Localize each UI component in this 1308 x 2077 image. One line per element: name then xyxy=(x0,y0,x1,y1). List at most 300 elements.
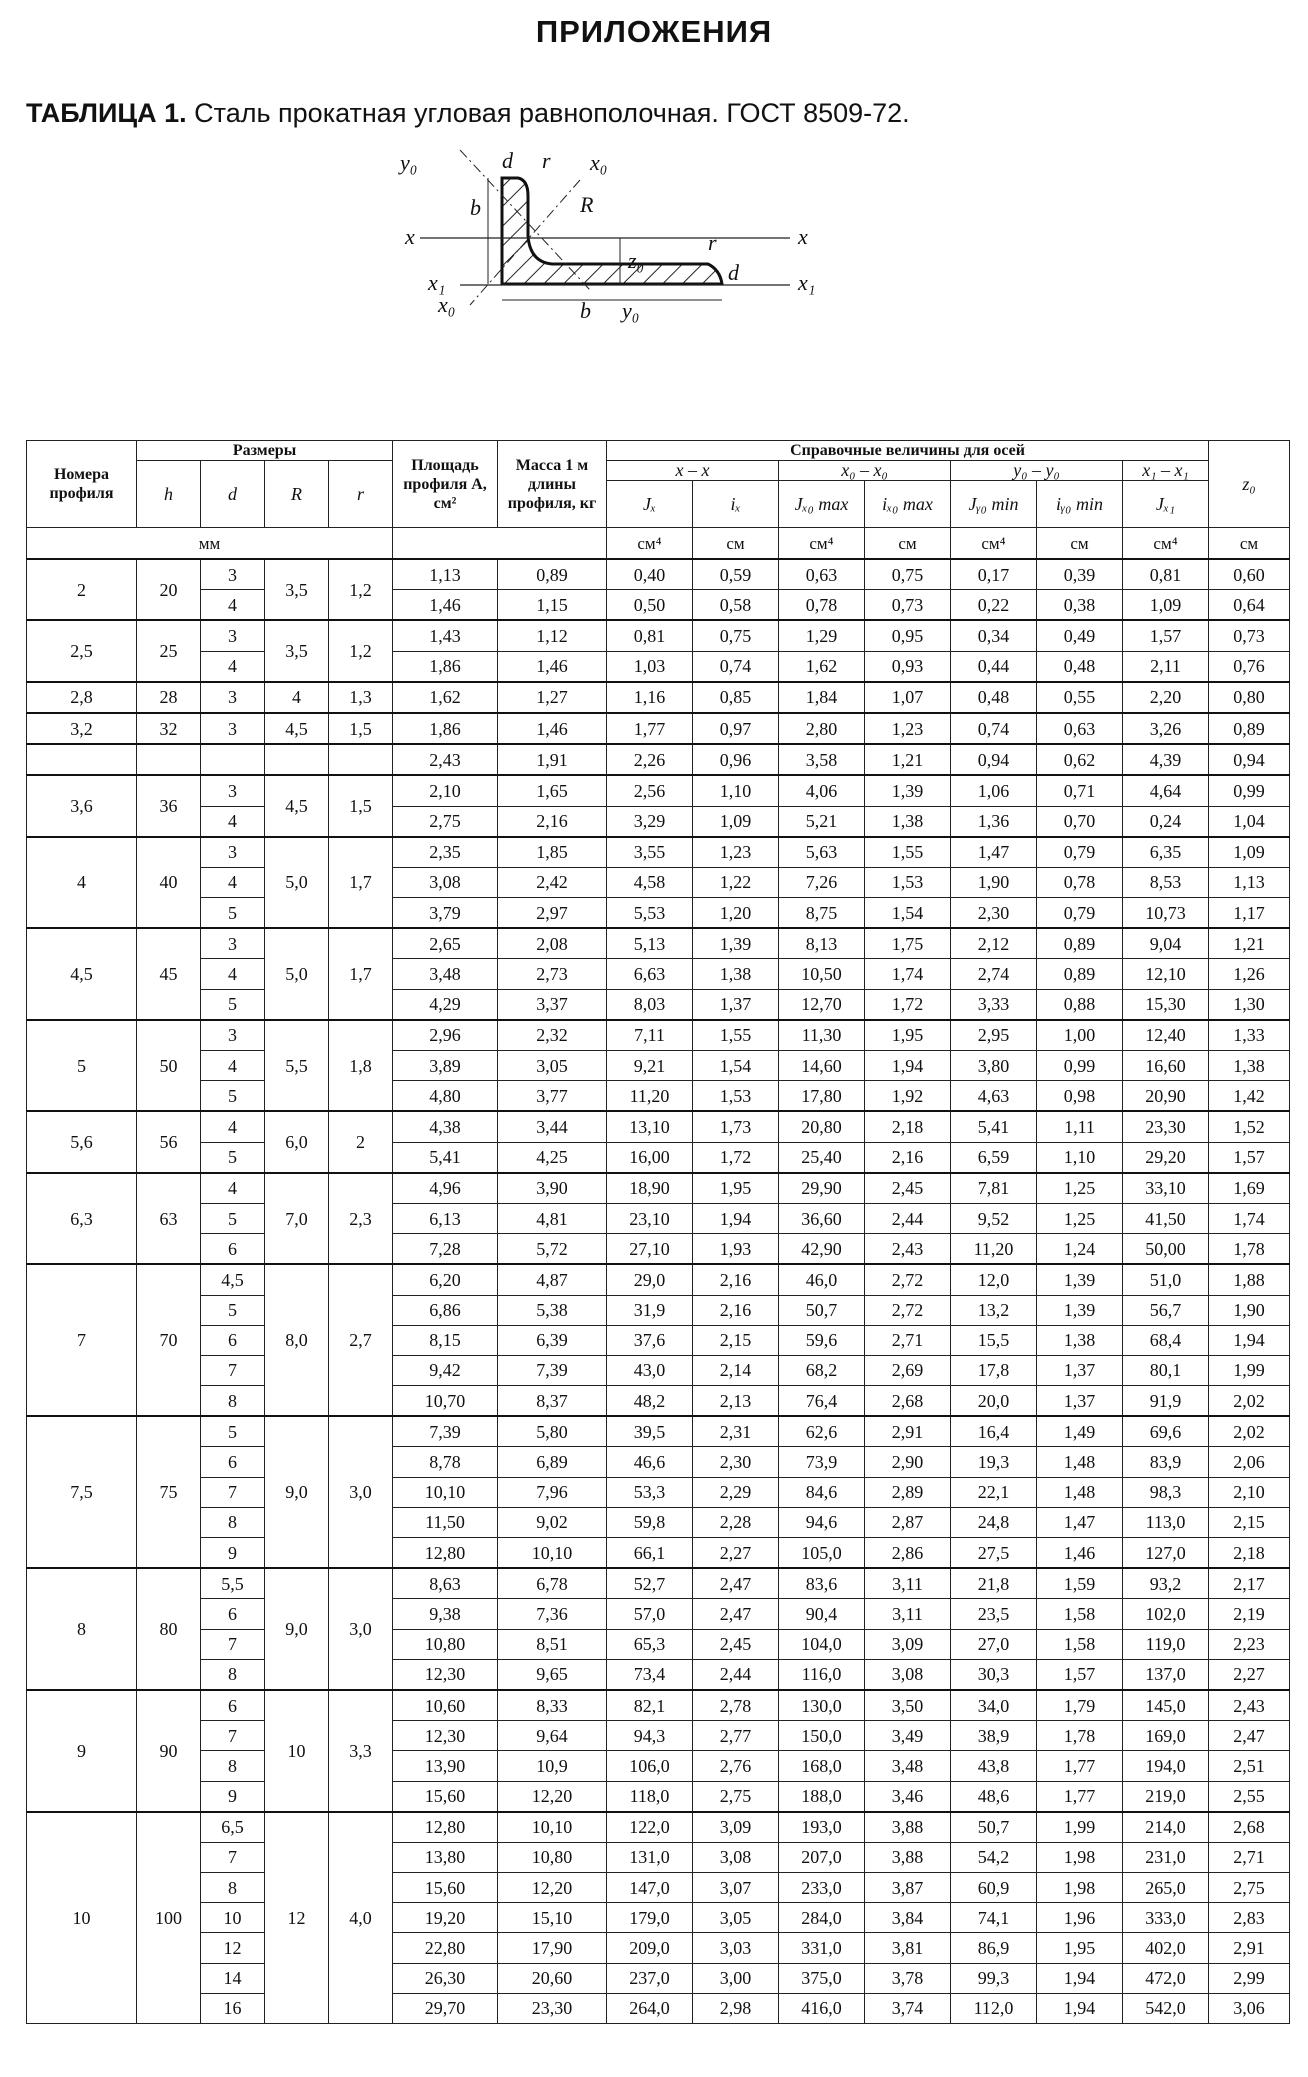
cell-ix0: 1,95 xyxy=(865,1020,951,1051)
table-row xyxy=(27,1963,1290,1993)
cell-h: 20 xyxy=(137,559,201,620)
cell-mass: 1,12 xyxy=(498,620,607,651)
cell-z0: 1,38 xyxy=(1209,1051,1290,1081)
cell-Jx: 1,03 xyxy=(607,651,693,682)
col-area: Площадь профиля A, см² xyxy=(393,441,498,528)
cell-ix: 2,31 xyxy=(693,1416,779,1447)
cell-Jx: 18,90 xyxy=(607,1173,693,1204)
cell-ix: 2,44 xyxy=(693,1659,779,1690)
cell-area: 11,50 xyxy=(393,1507,498,1537)
cell-z0: 2,83 xyxy=(1209,1903,1290,1933)
cell-z0: 1,94 xyxy=(1209,1325,1290,1355)
cell-iy0: 0,48 xyxy=(1037,651,1123,682)
cell-Jy0: 2,95 xyxy=(951,1020,1037,1051)
cell-iy0: 1,98 xyxy=(1037,1873,1123,1903)
cell-d: 6 xyxy=(201,1234,265,1265)
cell-mass: 17,90 xyxy=(498,1933,607,1963)
cell-z0: 2,91 xyxy=(1209,1933,1290,1963)
cell-mass: 2,42 xyxy=(498,867,607,897)
cell-d: 10 xyxy=(201,1903,265,1933)
cell-iy0: 1,58 xyxy=(1037,1599,1123,1629)
cell-R: 5,0 xyxy=(265,837,329,929)
cell-Jx0: 68,2 xyxy=(779,1355,865,1385)
cell-mass: 3,90 xyxy=(498,1173,607,1204)
cell-r: 3,0 xyxy=(329,1416,393,1568)
cell-mass: 7,96 xyxy=(498,1477,607,1507)
cell-Jx1: 91,9 xyxy=(1123,1386,1209,1417)
cell-Jy0: 74,1 xyxy=(951,1903,1037,1933)
cell-Jx0: 94,6 xyxy=(779,1507,865,1537)
table-row xyxy=(27,1721,1290,1751)
cell-Jx0: 104,0 xyxy=(779,1629,865,1659)
cell-r: 2,7 xyxy=(329,1264,393,1416)
cell-ix: 1,38 xyxy=(693,959,779,989)
cell-d: 3 xyxy=(201,837,265,868)
cell-d: 4 xyxy=(201,867,265,897)
cell-z0: 1,90 xyxy=(1209,1295,1290,1325)
cell-Jy0: 22,1 xyxy=(951,1477,1037,1507)
cell-ix0: 2,90 xyxy=(865,1447,951,1477)
steel-angle-table xyxy=(26,440,1290,2024)
cell-Jy0: 1,36 xyxy=(951,806,1037,837)
cell-area: 9,38 xyxy=(393,1599,498,1629)
cell-ix0: 0,95 xyxy=(865,620,951,651)
cell-d xyxy=(201,744,265,775)
cell-z0: 2,15 xyxy=(1209,1507,1290,1537)
cell-ix0: 1,72 xyxy=(865,989,951,1020)
cell-Jx0: 10,50 xyxy=(779,959,865,989)
label-z0: z₀ xyxy=(628,248,645,273)
table-row xyxy=(27,620,1290,651)
cell-z0: 1,78 xyxy=(1209,1234,1290,1265)
cell-ix: 1,22 xyxy=(693,867,779,897)
cell-Jx0: 5,21 xyxy=(779,806,865,837)
cell-Jy0: 34,0 xyxy=(951,1690,1037,1721)
table-row xyxy=(27,867,1290,897)
cell-area: 2,10 xyxy=(393,775,498,806)
col-d: d xyxy=(201,461,265,528)
cell-Jy0: 99,3 xyxy=(951,1963,1037,1993)
cell-ix: 0,85 xyxy=(693,682,779,713)
cell-ix: 1,20 xyxy=(693,898,779,929)
cell-Jx0: 50,7 xyxy=(779,1295,865,1325)
cell-iy0: 0,89 xyxy=(1037,959,1123,989)
cell-iy0: 0,63 xyxy=(1037,713,1123,744)
cell-ix: 0,74 xyxy=(693,651,779,682)
cell-iy0: 1,58 xyxy=(1037,1629,1123,1659)
cell-Jy0: 3,80 xyxy=(951,1051,1037,1081)
cell-Jx: 46,6 xyxy=(607,1447,693,1477)
cell-Jy0: 27,0 xyxy=(951,1629,1037,1659)
cell-iy0: 1,39 xyxy=(1037,1295,1123,1325)
cell-R: 5,0 xyxy=(265,928,329,1020)
cell-area: 8,15 xyxy=(393,1325,498,1355)
cell-iy0: 1,49 xyxy=(1037,1416,1123,1447)
cell-h: 25 xyxy=(137,620,201,681)
cell-d: 3 xyxy=(201,559,265,590)
unit-Jx1: см⁴ xyxy=(1123,528,1209,560)
cell-R: 4,5 xyxy=(265,713,329,744)
cell-z0: 2,43 xyxy=(1209,1690,1290,1721)
table-row xyxy=(27,1051,1290,1081)
cell-Jx: 27,10 xyxy=(607,1234,693,1265)
cell-ix0: 1,94 xyxy=(865,1051,951,1081)
cell-d: 7 xyxy=(201,1721,265,1751)
cell-mass: 9,65 xyxy=(498,1659,607,1690)
cell-ix0: 2,44 xyxy=(865,1203,951,1233)
cell-Jx0: 36,60 xyxy=(779,1203,865,1233)
cell-Jx: 65,3 xyxy=(607,1629,693,1659)
table-row xyxy=(27,1538,1290,1569)
cell-Jx: 179,0 xyxy=(607,1903,693,1933)
cell-ix0: 3,84 xyxy=(865,1903,951,1933)
cell-area: 26,30 xyxy=(393,1963,498,1993)
cell-area: 8,63 xyxy=(393,1568,498,1599)
cell-iy0: 1,79 xyxy=(1037,1690,1123,1721)
cell-Jy0: 7,81 xyxy=(951,1173,1037,1204)
cell-iy0: 1,77 xyxy=(1037,1781,1123,1812)
cell-Jy0: 0,34 xyxy=(951,620,1037,651)
cell-Jy0: 0,17 xyxy=(951,559,1037,590)
cell-h xyxy=(137,744,201,775)
cell-Jy0: 2,74 xyxy=(951,959,1037,989)
cell-iy0: 1,38 xyxy=(1037,1325,1123,1355)
cell-area: 1,86 xyxy=(393,713,498,744)
cell-Jx: 209,0 xyxy=(607,1933,693,1963)
cell-z0: 2,02 xyxy=(1209,1386,1290,1417)
cell-ix0: 1,39 xyxy=(865,775,951,806)
cell-Jx0: 25,40 xyxy=(779,1142,865,1173)
cell-area: 10,60 xyxy=(393,1690,498,1721)
cell-r: 2,3 xyxy=(329,1173,393,1265)
table-row xyxy=(27,898,1290,929)
cell-ix0: 2,87 xyxy=(865,1507,951,1537)
label-y0-top: y₀ xyxy=(400,150,418,175)
cell-ix0: 3,48 xyxy=(865,1751,951,1781)
cell-iy0: 0,78 xyxy=(1037,867,1123,897)
cell-Jx: 0,50 xyxy=(607,590,693,621)
cell-d: 6 xyxy=(201,1599,265,1629)
cell-Jx1: 93,2 xyxy=(1123,1568,1209,1599)
cell-d: 9 xyxy=(201,1781,265,1812)
cell-Jx: 5,13 xyxy=(607,928,693,959)
axis-y0: y₀ – y₀ xyxy=(951,461,1123,481)
cell-z0: 2,27 xyxy=(1209,1659,1290,1690)
cell-h: 90 xyxy=(137,1690,201,1812)
table-row xyxy=(27,989,1290,1020)
table-row xyxy=(27,1629,1290,1659)
cell-Jy0: 19,3 xyxy=(951,1447,1037,1477)
cell-iy0: 0,88 xyxy=(1037,989,1123,1020)
cell-iy0: 1,94 xyxy=(1037,1963,1123,1993)
cell-ix0: 3,49 xyxy=(865,1721,951,1751)
cell-Jx1: 113,0 xyxy=(1123,1507,1209,1537)
cell-profile-no: 10 xyxy=(27,1812,137,2024)
cell-mass: 3,44 xyxy=(498,1111,607,1142)
cell-Jx: 237,0 xyxy=(607,1963,693,1993)
cell-ix: 2,27 xyxy=(693,1538,779,1569)
cell-Jx0: 5,63 xyxy=(779,837,865,868)
cell-mass: 3,37 xyxy=(498,989,607,1020)
cell-ix: 0,96 xyxy=(693,744,779,775)
cell-Jx: 9,21 xyxy=(607,1051,693,1081)
cell-Jx1: 214,0 xyxy=(1123,1812,1209,1843)
cell-ix: 1,23 xyxy=(693,837,779,868)
cell-profile-no: 2,8 xyxy=(27,682,137,713)
cell-R: 3,5 xyxy=(265,559,329,620)
cell-iy0: 0,79 xyxy=(1037,898,1123,929)
cell-mass: 9,02 xyxy=(498,1507,607,1537)
cell-profile-no: 5,6 xyxy=(27,1111,137,1172)
cell-ix0: 0,75 xyxy=(865,559,951,590)
cell-Jy0: 50,7 xyxy=(951,1812,1037,1843)
cell-ix: 2,77 xyxy=(693,1721,779,1751)
cell-z0: 1,17 xyxy=(1209,898,1290,929)
cell-ix: 0,59 xyxy=(693,559,779,590)
cell-area: 3,08 xyxy=(393,867,498,897)
cell-iy0: 1,59 xyxy=(1037,1568,1123,1599)
cell-Jx1: 41,50 xyxy=(1123,1203,1209,1233)
cell-iy0: 1,77 xyxy=(1037,1751,1123,1781)
unit-z0: см xyxy=(1209,528,1290,560)
cell-Jy0: 60,9 xyxy=(951,1873,1037,1903)
cell-ix: 2,76 xyxy=(693,1751,779,1781)
cell-r: 1,7 xyxy=(329,928,393,1020)
cell-Jx: 23,10 xyxy=(607,1203,693,1233)
cell-ix0: 1,75 xyxy=(865,928,951,959)
cell-iy0: 1,48 xyxy=(1037,1477,1123,1507)
cell-r: 1,5 xyxy=(329,775,393,836)
cell-mass: 5,38 xyxy=(498,1295,607,1325)
table-row xyxy=(27,1142,1290,1173)
cell-area: 4,29 xyxy=(393,989,498,1020)
cell-area: 29,70 xyxy=(393,1993,498,2023)
cell-Jx1: 219,0 xyxy=(1123,1781,1209,1812)
table-row xyxy=(27,1751,1290,1781)
table-row xyxy=(27,559,1290,590)
cell-R: 12 xyxy=(265,1812,329,2024)
cell-profile-no: 7,5 xyxy=(27,1416,137,1568)
cell-mass: 3,05 xyxy=(498,1051,607,1081)
cell-z0: 0,60 xyxy=(1209,559,1290,590)
cell-d: 8 xyxy=(201,1386,265,1417)
cell-iy0: 1,00 xyxy=(1037,1020,1123,1051)
cell-mass: 5,80 xyxy=(498,1416,607,1447)
cell-ix: 3,00 xyxy=(693,1963,779,1993)
cell-Jx: 2,56 xyxy=(607,775,693,806)
cell-Jx0: 105,0 xyxy=(779,1538,865,1569)
unit-Jy0: см⁴ xyxy=(951,528,1037,560)
cell-d: 3 xyxy=(201,620,265,651)
cell-mass: 4,81 xyxy=(498,1203,607,1233)
col-r: r xyxy=(329,461,393,528)
cell-Jx0: 59,6 xyxy=(779,1325,865,1355)
cell-ix: 1,39 xyxy=(693,928,779,959)
cell-h: 45 xyxy=(137,928,201,1020)
cell-iy0: 0,55 xyxy=(1037,682,1123,713)
cell-d: 6 xyxy=(201,1447,265,1477)
cell-ix: 3,03 xyxy=(693,1933,779,1963)
cell-area: 6,20 xyxy=(393,1264,498,1295)
cell-Jx1: 9,04 xyxy=(1123,928,1209,959)
label-b-horizontal: b xyxy=(580,298,591,323)
cell-Jx: 37,6 xyxy=(607,1325,693,1355)
unit-ix0: см xyxy=(865,528,951,560)
cell-mass: 0,89 xyxy=(498,559,607,590)
cell-ix: 1,09 xyxy=(693,806,779,837)
cell-Jx: 147,0 xyxy=(607,1873,693,1903)
cell-Jy0: 43,8 xyxy=(951,1751,1037,1781)
cell-mass: 6,89 xyxy=(498,1447,607,1477)
cell-Jx1: 20,90 xyxy=(1123,1081,1209,1112)
cell-mass: 1,91 xyxy=(498,744,607,775)
unit-Jx0: см⁴ xyxy=(779,528,865,560)
label-r-bottom: r xyxy=(708,230,717,255)
cell-profile-no xyxy=(27,744,137,775)
table-row xyxy=(27,1416,1290,1447)
table-row xyxy=(27,1781,1290,1812)
cell-h: 50 xyxy=(137,1020,201,1112)
cell-Jx1: 145,0 xyxy=(1123,1690,1209,1721)
cell-d: 14 xyxy=(201,1963,265,1993)
cell-Jx0: 2,80 xyxy=(779,713,865,744)
cell-Jy0: 30,3 xyxy=(951,1659,1037,1690)
cell-Jx1: 33,10 xyxy=(1123,1173,1209,1204)
cell-z0: 2,19 xyxy=(1209,1599,1290,1629)
cell-iy0: 0,39 xyxy=(1037,559,1123,590)
cell-z0: 0,89 xyxy=(1209,713,1290,744)
cell-iy0: 1,57 xyxy=(1037,1659,1123,1690)
cell-profile-no: 2 xyxy=(27,559,137,620)
cell-area: 8,78 xyxy=(393,1447,498,1477)
table-row xyxy=(27,1173,1290,1204)
cell-mass: 5,72 xyxy=(498,1234,607,1265)
cell-z0: 2,18 xyxy=(1209,1538,1290,1569)
cell-mass: 10,9 xyxy=(498,1751,607,1781)
cell-Jx1: 51,0 xyxy=(1123,1264,1209,1295)
cell-area: 9,42 xyxy=(393,1355,498,1385)
cell-z0: 2,47 xyxy=(1209,1721,1290,1751)
cell-Jy0: 17,8 xyxy=(951,1355,1037,1385)
cell-profile-no: 2,5 xyxy=(27,620,137,681)
cell-ix: 2,16 xyxy=(693,1264,779,1295)
cell-mass: 2,97 xyxy=(498,898,607,929)
cell-h: 70 xyxy=(137,1264,201,1416)
cell-Jx1: 83,9 xyxy=(1123,1447,1209,1477)
cell-Jx0: 62,6 xyxy=(779,1416,865,1447)
cell-r: 1,3 xyxy=(329,682,393,713)
col-R: R xyxy=(265,461,329,528)
cell-ix: 3,09 xyxy=(693,1812,779,1843)
cell-iy0: 0,70 xyxy=(1037,806,1123,837)
cell-iy0: 1,10 xyxy=(1037,1142,1123,1173)
cell-area: 2,75 xyxy=(393,806,498,837)
cell-d: 16 xyxy=(201,1993,265,2023)
cell-Jx0: 1,84 xyxy=(779,682,865,713)
cell-Jx: 1,16 xyxy=(607,682,693,713)
cell-profile-no: 3,2 xyxy=(27,713,137,744)
cell-Jy0: 112,0 xyxy=(951,1993,1037,2023)
cell-Jx1: 231,0 xyxy=(1123,1842,1209,1872)
cell-R: 5,5 xyxy=(265,1020,329,1112)
table-row xyxy=(27,1568,1290,1599)
cell-Jy0: 11,20 xyxy=(951,1234,1037,1265)
cell-Jx0: 11,30 xyxy=(779,1020,865,1051)
cell-area: 4,80 xyxy=(393,1081,498,1112)
cell-Jx: 122,0 xyxy=(607,1812,693,1843)
cell-Jx0: 1,29 xyxy=(779,620,865,651)
cell-Jy0: 0,94 xyxy=(951,744,1037,775)
cell-area: 10,80 xyxy=(393,1629,498,1659)
cell-Jy0: 4,63 xyxy=(951,1081,1037,1112)
cell-ix0: 1,55 xyxy=(865,837,951,868)
cell-Jy0: 12,0 xyxy=(951,1264,1037,1295)
cell-Jx: 16,00 xyxy=(607,1142,693,1173)
table-row xyxy=(27,1903,1290,1933)
cell-R: 9,0 xyxy=(265,1568,329,1690)
cell-d: 4,5 xyxy=(201,1264,265,1295)
table-row xyxy=(27,682,1290,713)
cell-ix0: 0,93 xyxy=(865,651,951,682)
cell-Jx0: 8,13 xyxy=(779,928,865,959)
cell-Jx0: 331,0 xyxy=(779,1933,865,1963)
cell-d: 3 xyxy=(201,713,265,744)
cell-Jx0: 46,0 xyxy=(779,1264,865,1295)
cell-r: 1,5 xyxy=(329,713,393,744)
unit-mm: мм xyxy=(27,528,393,560)
cell-Jx: 0,40 xyxy=(607,559,693,590)
cell-z0: 1,30 xyxy=(1209,989,1290,1020)
cell-Jy0: 16,4 xyxy=(951,1416,1037,1447)
cell-R: 4,5 xyxy=(265,775,329,836)
cell-Jx: 118,0 xyxy=(607,1781,693,1812)
cell-Jx0: 20,80 xyxy=(779,1111,865,1142)
cell-z0: 0,76 xyxy=(1209,651,1290,682)
cell-area: 3,79 xyxy=(393,898,498,929)
cell-iy0: 1,98 xyxy=(1037,1842,1123,1872)
cell-iy0: 1,78 xyxy=(1037,1721,1123,1751)
cell-area: 2,43 xyxy=(393,744,498,775)
cell-profile-no: 8 xyxy=(27,1568,137,1690)
cell-r: 1,7 xyxy=(329,837,393,929)
cell-ix: 0,58 xyxy=(693,590,779,621)
cell-Jx1: 102,0 xyxy=(1123,1599,1209,1629)
unit-ix: см xyxy=(693,528,779,560)
cell-r: 2 xyxy=(329,1111,393,1172)
cell-Jx1: 23,30 xyxy=(1123,1111,1209,1142)
cell-z0: 1,88 xyxy=(1209,1264,1290,1295)
cell-Jy0: 0,22 xyxy=(951,590,1037,621)
cell-Jx1: 472,0 xyxy=(1123,1963,1209,1993)
cell-Jy0: 86,9 xyxy=(951,1933,1037,1963)
cell-z0: 2,10 xyxy=(1209,1477,1290,1507)
cell-ix0: 3,81 xyxy=(865,1933,951,1963)
cell-Jy0: 3,33 xyxy=(951,989,1037,1020)
page-title: ПРИЛОЖЕНИЯ xyxy=(535,14,773,49)
cell-d: 8 xyxy=(201,1507,265,1537)
cell-iy0: 0,98 xyxy=(1037,1081,1123,1112)
cell-r: 4,0 xyxy=(329,1812,393,2024)
table-row xyxy=(27,1264,1290,1295)
cell-z0: 0,73 xyxy=(1209,620,1290,651)
cell-mass: 10,10 xyxy=(498,1538,607,1569)
cell-Jx1: 98,3 xyxy=(1123,1477,1209,1507)
cell-d: 4 xyxy=(201,959,265,989)
cell-iy0: 1,25 xyxy=(1037,1203,1123,1233)
cell-Jx1: 542,0 xyxy=(1123,1993,1209,2023)
cell-ix: 2,16 xyxy=(693,1295,779,1325)
unit-blank xyxy=(393,528,607,560)
